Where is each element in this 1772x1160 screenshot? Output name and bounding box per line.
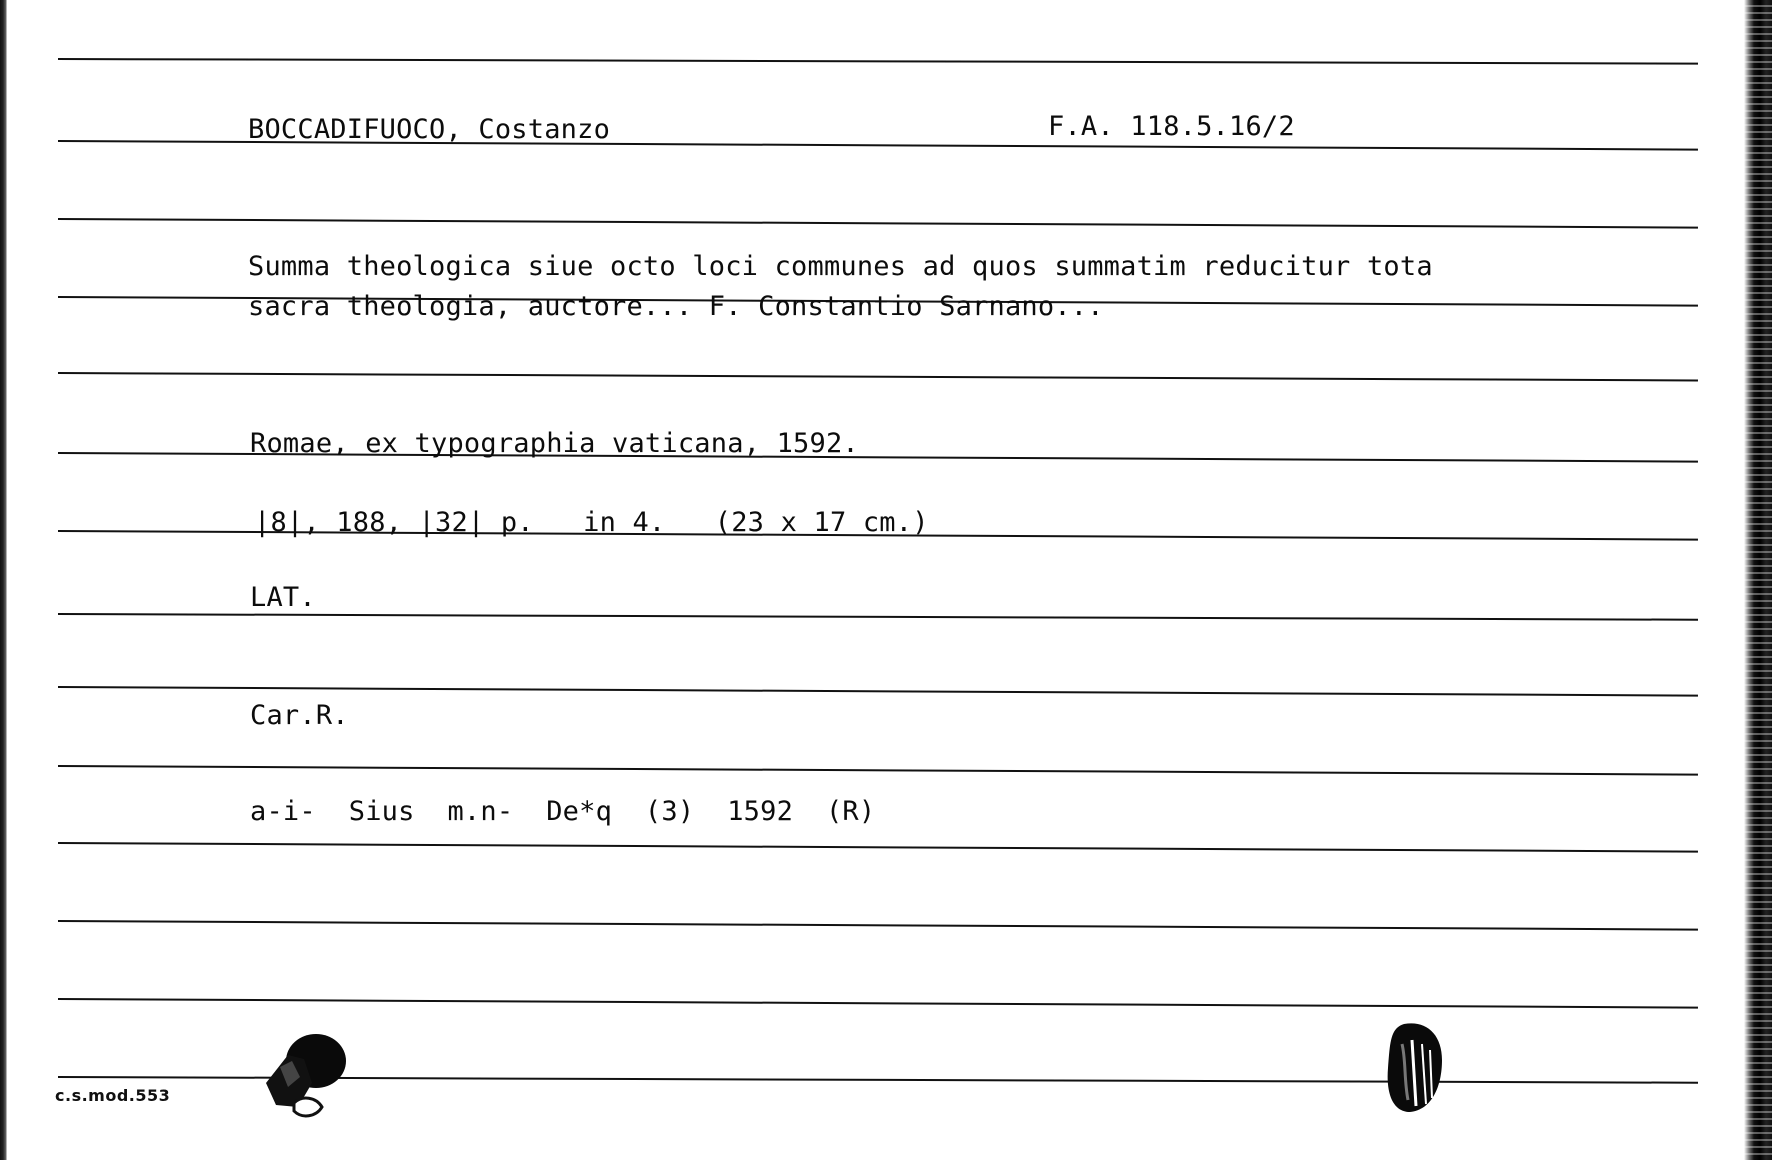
rule-line	[58, 218, 1698, 229]
rule-line	[58, 765, 1698, 776]
rule-line	[58, 920, 1698, 931]
card-left-edge	[0, 0, 7, 1160]
rule-line	[58, 998, 1698, 1009]
fingerprint: a-i- Sius m.n- De*q (3) 1592 (R)	[250, 796, 876, 827]
collation: |8|, 188, |32| p. in 4. (23 x 17 cm.)	[254, 507, 929, 538]
language: LAT.	[250, 582, 316, 613]
note: Car.R.	[250, 700, 349, 731]
form-code: c.s.mod.553	[55, 1086, 171, 1105]
rule-line	[58, 58, 1698, 65]
rule-line	[58, 372, 1698, 381]
shelfmark: F.A. 118.5.16/2	[1048, 111, 1295, 142]
title-line-2: sacra theologia, auctore... F. Constantio Sarnano...	[248, 291, 1104, 322]
title-line-1: Summa theologica siue octo loci communes ad quos summatim reducitur tota	[248, 251, 1433, 282]
rule-line	[58, 842, 1698, 853]
author-heading: BOCCADIFUOCO, Costanzo	[248, 114, 611, 145]
rule-line	[58, 613, 1698, 621]
left-fastener-mark	[258, 1025, 354, 1120]
right-fastener-mark	[1382, 1020, 1452, 1115]
card-right-edge	[1744, 0, 1772, 1160]
imprint: Romae, ex typographia vaticana, 1592.	[250, 428, 859, 459]
rule-line	[58, 686, 1698, 697]
